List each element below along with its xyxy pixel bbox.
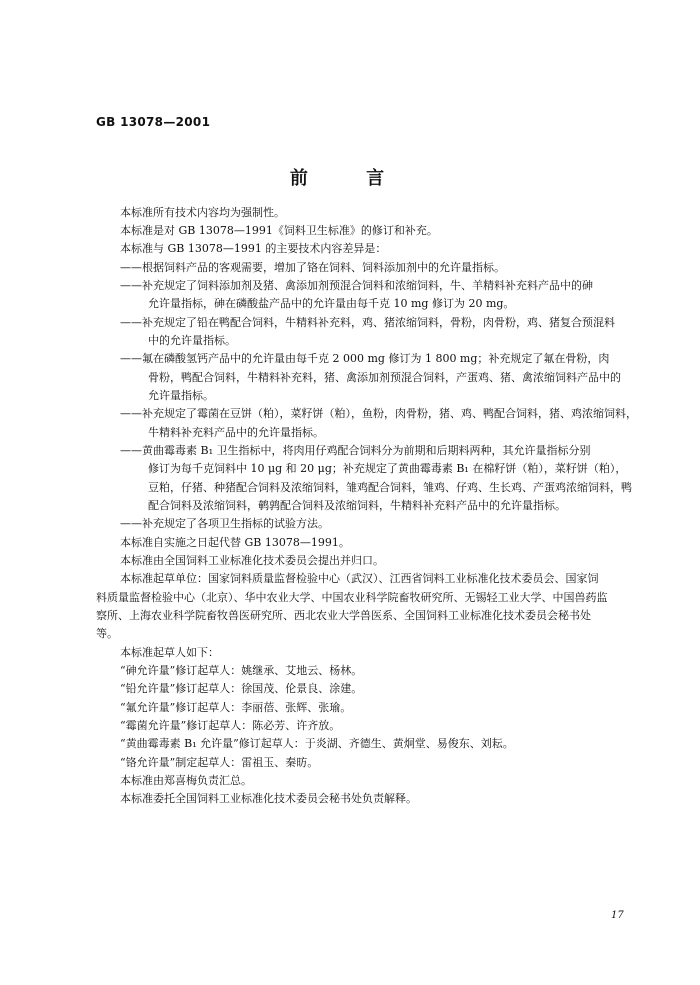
- text-line: 本标准所有技术内容均为强制性。: [120, 206, 285, 219]
- list-item-continuation: 修订为每千克饲料中 10 μg 和 20 μg；补充规定了黄曲霉毒素 B₁ 在棉籽饼（粕），菜籽饼（粕），: [148, 462, 627, 475]
- list-item: ——补充规定了饲料添加剂及猪、禽添加剂预混合饲料和浓缩饲料，牛、羊精料补充料产品中的砷: [120, 279, 593, 292]
- list-item-continuation: 牛精料补充料产品中的允许量指标。: [148, 426, 324, 439]
- list-item-continuation: 中的允许量指标。: [148, 334, 236, 347]
- text-line: 察所、上海农业科学院畜牧兽医研究所、西北农业大学兽医系、全国饲料工业标准化技术委员会秘书处: [96, 609, 591, 622]
- text-line: 本标准起草人如下：: [120, 646, 219, 659]
- list-item: ——补充规定了铅在鸭配合饲料，牛精料补充料，鸡、猪浓缩饲料，骨粉，肉骨粉，鸡、猪复合预混料: [120, 316, 615, 329]
- text-line: 本标准委托全国饲料工业标准化技术委员会秘书处负责解释。: [120, 792, 417, 805]
- drafter-line: “砷允许量”修订起草人：姚继承、艾地云、杨林。: [120, 664, 363, 677]
- text-line: 本标准由郑喜梅负责汇总。: [120, 774, 252, 787]
- list-item-continuation: 允许量指标。: [148, 389, 214, 402]
- list-item-continuation: 配合饲料及浓缩饲料，鹌鹑配合饲料及浓缩饲料，牛精料补充料产品中的允许量指标。: [148, 499, 566, 512]
- drafter-line: “黄曲霉毒素 B₁ 允许量”修订起草人：于炎湖、齐德生、黄炯堂、易俊东、刘耘。: [120, 737, 514, 750]
- text-line: 本标准是对 GB 13078—1991《饲料卫生标准》的修订和补充。: [120, 224, 438, 237]
- text-line: 本标准与 GB 13078—1991 的主要技术内容差异是：: [120, 242, 387, 255]
- list-item: ——补充规定了霉菌在豆饼（粕），菜籽饼（粕），鱼粉，肉骨粉，猪、鸡、鸭配合饲料，猪、鸡浓缩饲料，: [120, 407, 637, 420]
- page-title: 前 言: [289, 168, 411, 189]
- list-item-continuation: 骨粉，鸭配合饲料，牛精料补充料，猪、禽添加剂预混合饲料，产蛋鸡、猪、禽浓缩饲料产品中的: [148, 371, 621, 384]
- text-line: 本标准由全国饲料工业标准化技术委员会提出并归口。: [120, 554, 384, 567]
- list-item: ——黄曲霉毒素 B₁ 卫生指标中，将肉用仔鸡配合饲料分为前期和后期料两种，其允许量指标分别: [120, 444, 591, 457]
- drafter-line: “铅允许量”修订起草人：徐国茂、伦景良、涂建。: [120, 682, 363, 695]
- text-line: 等。: [96, 627, 118, 640]
- drafter-line: “铬允许量”制定起草人：雷祖玉、秦昉。: [120, 756, 319, 769]
- list-item-continuation: 允许量指标，砷在磷酸盐产品中的允许量由每千克 10 mg 修订为 20 mg。: [148, 297, 515, 310]
- list-item-continuation: 豆粕，仔猪、种猪配合饲料及浓缩饲料，雏鸡配合饲料，雏鸡、仔鸡、生长鸡、产蛋鸡浓缩饲料，鸭: [148, 481, 632, 494]
- text-line: 本标准自实施之日起代替 GB 13078—1991。: [120, 536, 350, 549]
- drafter-line: “霉菌允许量”修订起草人：陈必芳、许齐放。: [120, 719, 341, 732]
- list-item: ——补充规定了各项卫生指标的试验方法。: [120, 517, 329, 530]
- list-item: ——根据饲料产品的客观需要，增加了铬在饲料、饲料添加剂中的允许量指标。: [120, 261, 505, 274]
- drafter-line: “氟允许量”修订起草人：李丽蓓、张辉、张瑜。: [120, 701, 352, 714]
- page-number: 17: [611, 910, 624, 921]
- text-line: 料质量监督检验中心（北京）、华中农业大学、中国农业科学院畜牧研究所、无锡轻工业大学、中国兽药监: [96, 591, 608, 604]
- standard-number: GB 13078—2001: [96, 115, 211, 129]
- list-item: ——氟在磷酸氢钙产品中的允许量由每千克 2 000 mg 修订为 1 800 mg；补充规定了氟在骨粉，肉: [120, 352, 610, 365]
- text-line: 本标准起草单位：国家饲料质量监督检验中心（武汉）、江西省饲料工业标准化技术委员会、国家饲: [120, 572, 599, 585]
